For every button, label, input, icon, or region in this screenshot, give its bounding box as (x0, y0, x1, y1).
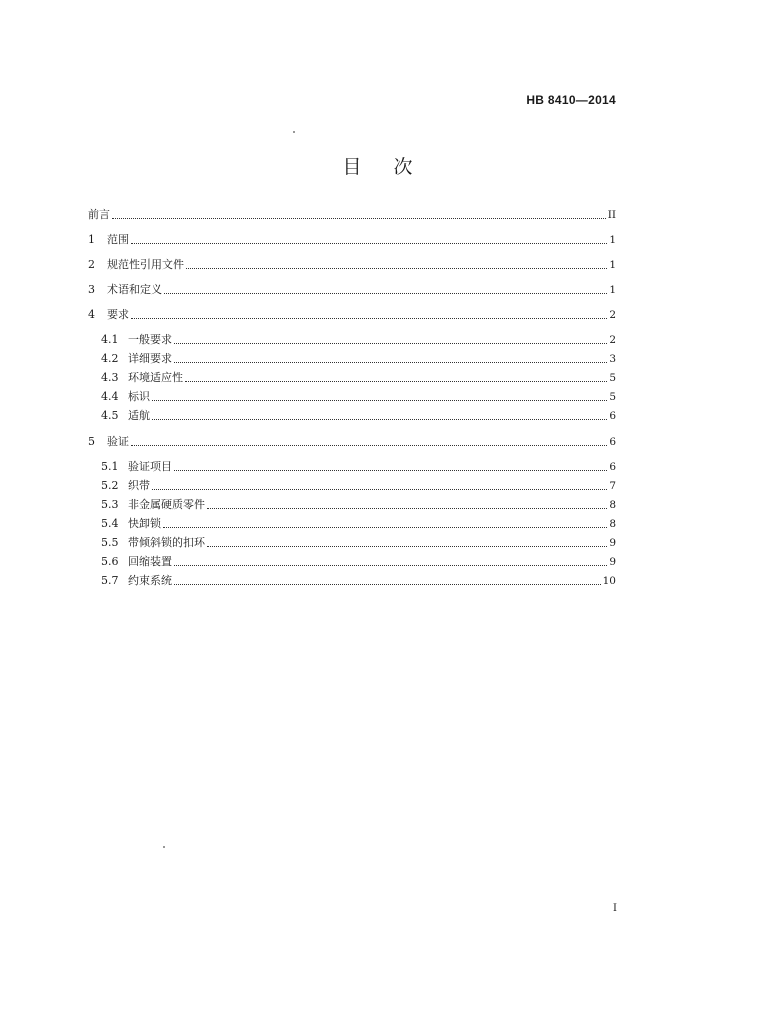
toc-entry[interactable] (88, 477, 616, 495)
toc-entry[interactable] (88, 306, 616, 324)
toc-entry-number: 5.1 (101, 460, 119, 473)
toc-entry-label: 织带 (128, 479, 150, 492)
toc-entry-label: 要求 (107, 308, 129, 321)
toc-entry-label: 快卸锁 (128, 517, 161, 530)
toc-entry-number: 4.1 (101, 333, 119, 346)
toc-entry-label: 非金属硬质零件 (128, 498, 205, 511)
toc-entry-page: II (607, 209, 616, 221)
toc-entry-number: 4.4 (101, 390, 119, 403)
toc-entry-label: 验证 (107, 435, 129, 448)
toc-entry-page: 6 (609, 436, 616, 448)
toc-entry-label: 适航 (128, 409, 150, 422)
toc-entry-number: 3 (88, 283, 95, 296)
toc-entry-label: 标识 (128, 390, 150, 403)
toc-entry-page: 2 (609, 334, 616, 346)
toc-entry-number: 4.5 (101, 409, 119, 422)
toc-dot-leader (207, 508, 607, 509)
toc-entry-page: 3 (609, 353, 616, 365)
toc-entry[interactable] (88, 331, 616, 349)
toc-dot-leader (131, 318, 607, 319)
toc-entry-number: 2 (88, 258, 95, 271)
toc-entry-page: 8 (609, 499, 616, 511)
toc-dot-leader (131, 243, 607, 244)
toc-dot-leader (152, 400, 607, 401)
toc-entry-page: 6 (609, 410, 616, 422)
toc-entry-number: 5.6 (101, 555, 119, 568)
toc-dot-leader (131, 445, 607, 446)
toc-entry-number: 5.4 (101, 517, 119, 530)
toc-entry-page: 2 (609, 309, 616, 321)
toc-entry-page: 9 (609, 556, 616, 568)
toc-entry[interactable] (88, 281, 616, 299)
toc-title: 目次 (342, 156, 445, 178)
toc-entry-page: 9 (609, 537, 616, 549)
toc-entry[interactable] (88, 369, 616, 387)
toc-entry-number: 5.2 (101, 479, 119, 492)
toc-dot-leader (174, 470, 607, 471)
toc-entry-page: 5 (609, 391, 616, 403)
toc-entry[interactable] (88, 231, 616, 249)
toc-entry[interactable] (88, 496, 616, 514)
toc-entry-label: 一般要求 (128, 333, 172, 346)
toc-entry-number: 4.3 (101, 371, 119, 384)
toc-entry-number: 5.5 (101, 536, 119, 549)
table-of-contents (88, 206, 616, 598)
toc-dot-leader (207, 546, 607, 547)
toc-entry-label: 验证项目 (128, 460, 172, 473)
toc-entry-number: 4 (88, 308, 95, 321)
toc-entry-label: 环境适应性 (128, 371, 183, 384)
toc-entry-number: 5.3 (101, 498, 119, 511)
toc-entry-label: 术语和定义 (107, 283, 162, 296)
toc-entry-label: 约束系统 (128, 574, 172, 587)
toc-entry[interactable] (88, 572, 616, 590)
toc-entry[interactable] (88, 553, 616, 571)
page-number: I (613, 903, 617, 914)
toc-entry[interactable] (88, 350, 616, 368)
toc-entry-page: 7 (609, 480, 616, 492)
toc-entry-number: 5 (88, 435, 95, 448)
toc-dot-leader (112, 218, 606, 219)
toc-entry-page: 5 (609, 372, 616, 384)
toc-dot-leader (174, 362, 607, 363)
toc-dot-leader (174, 343, 607, 344)
toc-entry-number: 1 (88, 233, 95, 246)
toc-entry-page: 10 (602, 575, 616, 587)
toc-entry[interactable] (88, 388, 616, 406)
toc-dot-leader (152, 489, 607, 490)
toc-entry-page: 1 (609, 234, 616, 246)
toc-entry[interactable] (88, 515, 616, 533)
toc-entry-label: 详细要求 (128, 352, 172, 365)
toc-entry-page: 6 (609, 461, 616, 473)
toc-dot-leader (185, 381, 607, 382)
toc-entry[interactable] (88, 206, 616, 224)
toc-dot-leader (164, 293, 607, 294)
toc-entry-label: 范围 (107, 233, 129, 246)
toc-entry-page: 1 (609, 284, 616, 296)
toc-entry[interactable] (88, 433, 616, 451)
toc-entry[interactable] (88, 407, 616, 425)
toc-entry-label: 前言 (88, 208, 110, 221)
toc-entry-number: 5.7 (101, 574, 119, 587)
scan-speck (293, 131, 295, 133)
toc-entry-label: 带倾斜锁的扣环 (128, 536, 205, 549)
toc-dot-leader (163, 527, 607, 528)
toc-dot-leader (174, 584, 601, 585)
toc-entry-page: 1 (609, 259, 616, 271)
toc-entry[interactable] (88, 458, 616, 476)
toc-dot-leader (186, 268, 607, 269)
toc-entry-label: 回缩装置 (128, 555, 172, 568)
toc-entry[interactable] (88, 256, 616, 274)
scan-speck (163, 846, 165, 848)
toc-dot-leader (152, 419, 607, 420)
toc-dot-leader (174, 565, 607, 566)
toc-entry-number: 4.2 (101, 352, 119, 365)
standard-code: HB 8410—2014 (526, 93, 616, 107)
toc-entry-label: 规范性引用文件 (107, 258, 184, 271)
toc-entry[interactable] (88, 534, 616, 552)
toc-entry-page: 8 (609, 518, 616, 530)
